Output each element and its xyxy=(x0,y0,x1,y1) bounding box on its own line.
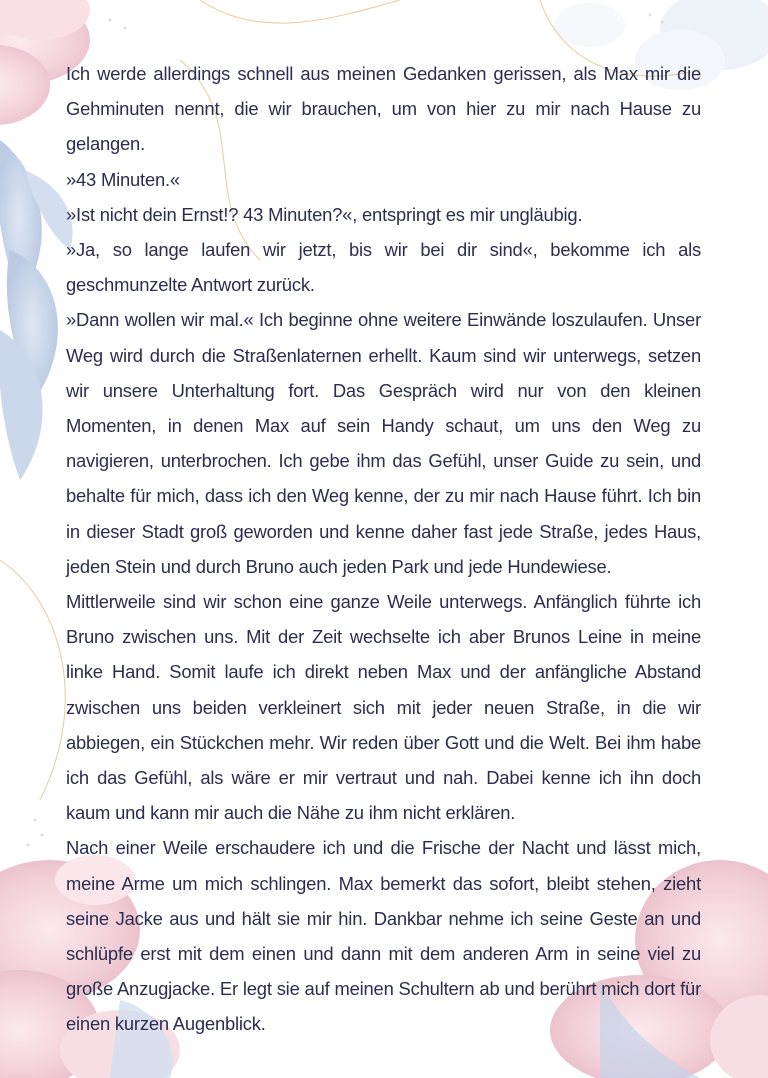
paragraph: Nach einer Weile erschaudere ich und die Frische der Nacht und lässt mich, meine Arme um mich schlingen. Max bemerkt das sofort, bleibt stehen, zieht seine Jacke aus und hält sie mir hin. Dankbar nehme ich seine Geste an und schlüpfe erst mit dem einen und dann mit dem anderen Arm in seine viel zu große Anzugjacke. Er legt sie auf meinen Schultern ab und berührt mich dort für einen kurzen Augenblick. xyxy=(66,837,701,1035)
paragraph: Ich werde allerdings schnell aus meinen Gedanken gerissen, als Max mir die Gehminuten nennt, die wir brauchen, um von hier zu mir nach Hause zu gelangen. xyxy=(66,63,701,155)
paragraph: Mittlerweile sind wir schon eine ganze Weile unterwegs. Anfänglich führte ich Bruno zwischen uns. Mit der Zeit wechselte ich aber Brunos Leine in meine linke Hand. Somit laufe ich direkt neben Max und der anfängliche Abstand zwischen uns beiden verkleinert sich mit jeder neuen Straße, in die wir abbiegen, ein Stückchen mehr. Wir reden über Gott und die Welt. Bei ihm habe ich das Gefühl, als wäre er mir vertraut und nah. Dabei kenne ich ihn doch kaum und kann mir auch die Nähe zu ihm nicht erklären. xyxy=(66,591,701,824)
paragraph: »Dann wollen wir mal.« Ich beginne ohne weitere Einwände loszulaufen. Unser Weg wird durch die Straßenlaternen erhellt. Kaum sind wir unterwegs, setzen wir unsere Unterhaltung fort. Das Gespräch wird nur von den kleinen Momenten, in denen Max auf sein Handy schaut, um uns den Weg zu navigieren, unterbrochen. Ich gebe ihm das Gefühl, unser Guide zu sein, und behalte für mich, dass ich den Weg kenne, der zu mir nach Hause führt. Ich bin in dieser Stadt groß geworden und kenne daher fast jede Straße, jedes Haus, jeden Stein und durch Bruno auch jeden Park und jede Hundewiese. xyxy=(66,309,701,577)
story-text xyxy=(66,56,701,1042)
paragraph: »Ja, so lange laufen wir jetzt, bis wir bei dir sind«, bekomme ich als geschmunzelte Antwort zurück. xyxy=(66,239,701,296)
paragraph: »Ist nicht dein Ernst!? 43 Minuten?«, entspringt es mir ungläubig. xyxy=(66,203,583,225)
left-leaves xyxy=(0,140,73,480)
paragraph: »43 Minuten.« xyxy=(66,168,180,190)
